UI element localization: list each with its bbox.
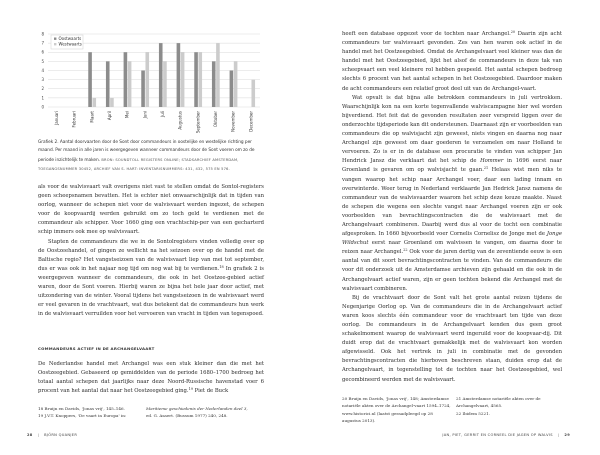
- left-body-text: [38, 183, 264, 319]
- x-tick-label: Oktober: [213, 111, 219, 128]
- section-heading: COMMANDEURS ACTIEF IN DE ARCHANGELVAART: [38, 346, 155, 351]
- x-tick-label: Mei: [124, 111, 130, 119]
- footnotes: [342, 395, 562, 425]
- bar-oostwaarts: [141, 71, 145, 108]
- page-number: 29: [564, 433, 570, 437]
- footnotes: [38, 405, 264, 420]
- folio-divider: |: [557, 433, 560, 437]
- footnote-18: 18 Bruijn en Davids, 'Jonas vrij', 145–146.: [38, 406, 125, 411]
- bar-westwaarts: [163, 61, 167, 107]
- page-folio: [442, 433, 570, 437]
- legend-swatch: [54, 43, 56, 45]
- y-tick-label: 3: [41, 77, 44, 83]
- paragraph: De Nederlandse handel met Archangel was een stuk kleiner dan die met het Oostzeegebied. Gebaseerd op gemiddelden van de periode 1680–1700 bedroeg het totaal aantal schepen dat jaarlijks naar deze Noord-Russische havenstad voer 6 procent van het aantal dat naar het Oostzeegebied ging.$^{19}$ Piet de Buck: [38, 361, 264, 395]
- x-tick-label: Augustus: [177, 111, 183, 130]
- footnote-ref[interactable]: 21: [483, 166, 489, 171]
- right-body-text: [342, 30, 562, 385]
- x-tick-label: April: [107, 111, 113, 121]
- bar-westwaarts: [181, 52, 185, 107]
- bar-oostwaarts: [177, 43, 181, 107]
- chart-canvas: [38, 30, 262, 140]
- bar-westwaarts: [216, 43, 220, 107]
- footnote-ref[interactable]: 18: [219, 264, 224, 269]
- bar-oostwaarts: [159, 43, 163, 107]
- bar-westwaarts: [145, 52, 149, 107]
- folio-divider: |: [37, 433, 40, 437]
- y-tick-label: 2: [41, 86, 44, 92]
- x-tick-label: Juni: [142, 111, 148, 119]
- y-tick-label: 7: [41, 40, 44, 46]
- legend-label: Westwaarts: [58, 41, 82, 47]
- page-number: 28: [27, 433, 33, 437]
- bar-westwaarts: [234, 61, 238, 107]
- bar-westwaarts: [110, 98, 114, 107]
- y-tick-label: 0: [41, 104, 44, 110]
- caption-text: Grafiek 2. Aantal doorvaarten door de Sont door commandeurs in oostelijke en westelijke richting per maand. Per maand in alle jaren is weergegeven wanneer commandeurs door de Sont voeren om zo de periode inzichtelijk te maken.: [38, 140, 255, 163]
- paragraph: Bij de vrachtvaart door de Sont valt het grote aantal reizen tijdens de Negenjarige Oorlog op. Van de commandeurs die in de Archangelvaart actief waren koos slechts één commandeur voor de vrachtvaart ten tijde van deze oorlog. De commandeurs in de Archangelvaart kenden dus geen groot schakelmoment waarop de walvisvaart werd ingeruild voor de koopvaar-dij. Dit duidt erop dat de vrachtvaart gemakkelijk met de walvisvaart kon worden afgewisseld. Ook het vertrek in juli in combinatie met de gevonden bevrachtingscontracten die hierboven beschreven staan, duiden erop dat de Archangelvaart, in tegenstelling tot de tochten naar het Oostzeegebied, wel gecombineerd werden met de walvisvaart.: [342, 294, 562, 383]
- y-tick-label: 1: [41, 95, 44, 101]
- caption-source: BRON: SOUNDTOLL REGISTERS ONLINE; STADSARCHIEF AMSTERDAM, TOEGANGSNUMMER 30452, ARCHIEF VAN S. HART: INVENTARISNUMMERS: 431, 432, 575 EN 576.: [38, 157, 239, 172]
- bar-oostwaarts: [194, 52, 198, 107]
- bar-oostwaarts: [124, 52, 128, 107]
- y-tick-label: 5: [41, 58, 44, 64]
- bar-oostwaarts: [88, 52, 92, 107]
- paragraph: Wat opvalt is dat bijna alle betrokken commandeurs in juli vertrokken. Waarschijnlijk kon na een korte tegenvallende walviscampagne hier wel worden bijverdiend. Het feit dat de gevonden resultaten zeer verspreid liggen over de onderzochte tijdsperiode kan dit ondersteunen. Daarnaast zijn er voorbeelden van commandeurs die op walvisjacht zijn geweest, niets vingen en daarna nog naar Archangel zijn geweest om daar goederen te verzamelen om naar Holland te vervoeren. Zo is er in de database een procuratie te vinden van schipper Jan Hendrick Jansz die verklaart dat het schip de Hommer in 1696 eerst naar Groenland is gevaren om op walvisjacht te gaan.$^{21}$ Helaas wist men niks te vangen waarop het schip naar Archangel voer, daar een lading innam en overwinterde. Weer terug in Nederland verklaarde Jan Hedrick Jansz namens de commandeur van de walvisvaarder waarom het schip deze keuze maakte. Naast de schepen die wegens een slechte vangst naar Archangel voeren zijn er ook voorbeelden van bevrachtingscontracten die de walvisvaart met de Archangelvaart combineren. Daarbij werd dus al voor de tocht een combinatie afgesproken. In 1660 bijvoorbeeld voer Cornelis Cornelisz de Jonge met de Jonge Wildschut eerst naar Groenland om walvissen te vangen, om daarna door te reizen naar Archangel.$^{22}$ Ook voor de jaren dertig van de zeventiende eeuw is een aantal van dit soort bevrachtingscontracten te vinden. Van de commandeurs die voor dit onderzoek uit de Amsterdamse archieven zijn gehaald en die ook in de Archangelvaart actief waren, zijn er geen tochten bekend die Archangel met de walvisvaart combineren.: [342, 94, 562, 292]
- bar-oostwaarts: [230, 71, 234, 108]
- legend-swatch: [54, 38, 56, 40]
- bar-westwaarts: [92, 98, 96, 107]
- legend-label: Oostwaarts: [58, 35, 82, 41]
- paragraph: als voor de walvisvaart valt overigens niet vast te stellen omdat de Sontol-registers geen scheepsnamen bevatten. Het is echter niet onwaarschijnlijk dat in tijden van oorlog, wanneer de schepen niet voor de walvisvaart werden ingezet, de schepen voor de koopvaardij werden gebruikt om zo toch geld te verdienen met de commandeur als schipper. Voor 1660 ging een vrachtschip-per van een gecharterd schip immers ook mee op walvisvaart.: [38, 184, 264, 236]
- bar-oostwaarts: [212, 61, 216, 107]
- running-title: JAN, PIET, GERRIT EN CORNEEL DIE JAGEN OP WALVIS: [442, 433, 553, 437]
- x-tick-label: November: [230, 111, 236, 132]
- footnote-20: 20 Bruijn en Davids, 'Jonas vrij', 148; Amsterdamse notariële akten over de Archangel-vaart 1594–1724, www.historici.nl (laatst geraadpleegd op 28 augustus 2013).: [342, 396, 451, 424]
- ship-name: Hommer: [480, 158, 504, 165]
- x-tick-label: Januari: [54, 111, 60, 125]
- bar-westwaarts: [198, 52, 202, 107]
- author-name: BJÖRN QUANJER: [44, 433, 78, 437]
- right-page: [300, 0, 600, 455]
- footnote-22: 22 Ibidem 5221.: [456, 410, 491, 416]
- y-tick-label: 8: [41, 31, 44, 37]
- footnote-19-title: Maritieme geschiedenis der Nederlanden deel 3,: [146, 406, 248, 411]
- chart-caption: [38, 139, 264, 175]
- footnote-19: 19 J.V.T. Knoppers, 'De vaart in Europa' in:: [38, 413, 127, 419]
- bar-chart: [38, 30, 262, 140]
- footnote-21: 21 Amsterdamse notariële akten over de Archangelvaart, 4565.: [456, 396, 541, 409]
- footnote-ref[interactable]: 22: [403, 248, 408, 253]
- bar-oostwaarts: [106, 61, 110, 107]
- x-tick-label: Maart: [89, 111, 95, 123]
- page-folio: [27, 433, 77, 437]
- x-tick-label: December: [248, 111, 254, 132]
- footnote-19-cont: ed. G. Asaert. (Bussum 1977) 240, 248.: [146, 413, 228, 419]
- x-tick-label: Februari: [71, 111, 77, 128]
- footnote-ref[interactable]: 19: [188, 387, 193, 392]
- x-tick-label: September: [195, 111, 201, 134]
- bar-westwaarts: [128, 61, 132, 107]
- section-body: [38, 360, 264, 396]
- ship-name: Jonge Wildschut: [342, 231, 562, 247]
- y-tick-label: 4: [41, 67, 44, 73]
- x-tick-label: Juli: [160, 110, 166, 117]
- footnote-ref[interactable]: 20: [510, 29, 516, 34]
- paragraph: heeft een database opgezet voor de tochten naar Archangel.$^{20}$ Daarin zijn acht commandeurs ter walvisvaart gevonden. Zes van hen waren ook actief in de handel met het Oostzeegebied. Omdat de Archangelvaart veel kleiner was dan de handel met het Oostzeegebied, lijkt het alsof de commandeurs in deze tak van scheepvaart een veel kleinere rol hebben gespeeld. Het aantal schepen bedroeg slechts 6 procent van het aantal schepen in het Oostzeegebied. Daardoor maken de acht commandeurs een relatief groot deel uit van de Archangel-vaart.: [342, 29, 562, 92]
- bar-westwaarts: [251, 80, 255, 107]
- y-tick-label: 6: [41, 49, 44, 55]
- paragraph: Stapten de commandeurs die we in de Sontolregisters vinden volledig over op de Oostzeehandel, of gingen ze wellicht na het seizoen over op de handel met de Baltische regio? Het vangstseizoen van de walvisvaart liep van mei tot september, dus er was ook in het najaar nog tijd om nog wat bij te verdienen.$^{18}$ In grafiek 2 is weergegeven wanneer de commandeurs, die ook in het Oostzee-gebied actief waren, door de Sont voeren. Hierbij waren ze bijna het hele jaar door actief, met uitzondering van de winter. Vooral tijdens het vangstseizoen in de walvisvaart werd er veel gevaren in de vrachtvaart, wat dus betekent dat de commandeurs hun werk in de walvisvaart verruilden voor het vervoeren van vracht in tijden van tegenspoed.: [38, 238, 264, 318]
